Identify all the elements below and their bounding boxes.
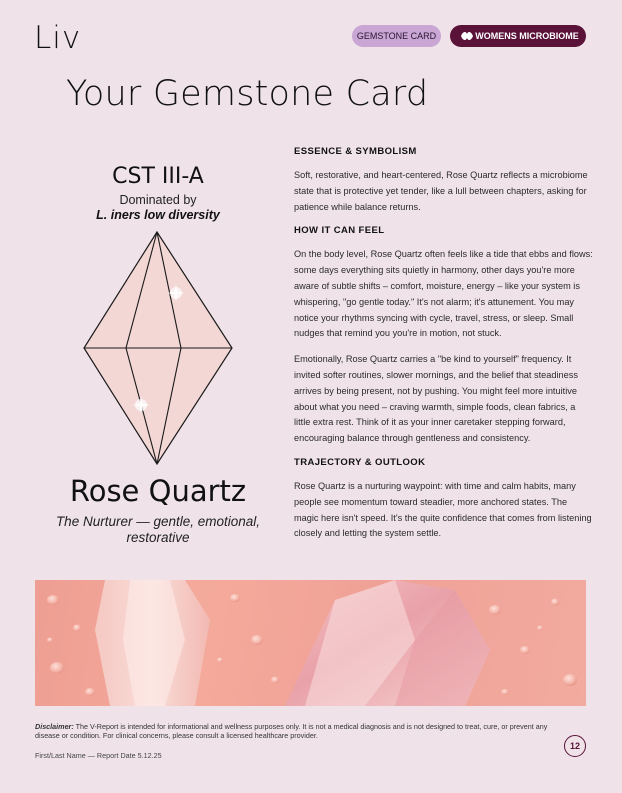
gem-name: Rose Quartz <box>69 474 247 508</box>
section-heading: TRAJECTORY & OUTLOOK <box>294 456 426 468</box>
disclaimer-label: Disclaimer: <box>35 722 74 731</box>
gemstone-illustration <box>82 230 234 466</box>
section-paragraph: On the body level, Rose Quartz often feels like a tide that ebbs and flows: some days everything sits quietly in harmony, other days you're more aware of subtle shifts – comfort, moisture, energy – like your system is whispering, "go gentle today." It's not alarm; it's attunement. You may notice your rhythms syncing with cycle, travel, stress, or sleep. Small nudges that remind you you're in motion, not stuck. <box>294 249 593 339</box>
section-paragraph: Emotionally, Rose Quartz carries a "be kind to yourself" frequency. It invited softer routines, slower mornings, and the belief that steadiness arrives by being present, not by pushing. You might feel more intuitive about what you need – craving warmth, simple foods, clean fabrics, a little extra rest. Think of it as your inner caretaker stepping forward, encouraging balance through gentleness and consistency. <box>294 354 578 444</box>
gem-tagline: The Nurturer — gentle, emotional, restorative <box>55 514 261 545</box>
dominated-value: L. iners low diversity <box>96 208 220 222</box>
section-heading: ESSENCE & SYMBOLISM <box>294 146 417 157</box>
page-title: Your Gemstone Card <box>66 74 429 114</box>
page-number: 12 <box>564 735 586 757</box>
disclaimer-text: The V-Report is intended for informational and wellness purposes only. It is not a medical diagnosis and is not designed to treat, cure, or prevent any disease or condition. For clinical concerns, please consult a licensed healthcare provider. <box>35 722 548 740</box>
microbiome-icon <box>460 30 474 42</box>
report-meta: First/Last Name — Report Date 5.12.25 <box>35 751 162 760</box>
dominated-label: Dominated by <box>119 193 197 207</box>
section-paragraph: Soft, restorative, and heart-centered, Rose Quartz reflects a microbiome state that is protective yet tender, like a lull between chapters, asking for patience while balance returns. <box>294 170 588 212</box>
gem-description <box>294 146 594 552</box>
section-paragraph: Rose Quartz is a nurturing waypoint: with time and calm habits, many people see momentum toward steadier, more anchored states. The magic here isn't speed. It's the quite confidence that comes from listening closely and letting the system settle. <box>294 480 592 539</box>
brand-logo: Liv <box>34 20 82 56</box>
womens-microbiome-label: WOMENS MICROBIOME <box>475 31 579 41</box>
cst-code: CST III-A <box>112 164 204 189</box>
rose-quartz-photo-art <box>35 580 586 706</box>
rose-quartz-photo <box>35 580 586 706</box>
gemstone-card-tab[interactable]: GEMSTONE CARD <box>352 25 441 47</box>
section-heading: HOW IT CAN FEEL <box>294 225 385 237</box>
womens-microbiome-tab[interactable] <box>450 25 586 47</box>
gemstone-summary <box>40 160 276 545</box>
disclaimer <box>35 722 555 740</box>
